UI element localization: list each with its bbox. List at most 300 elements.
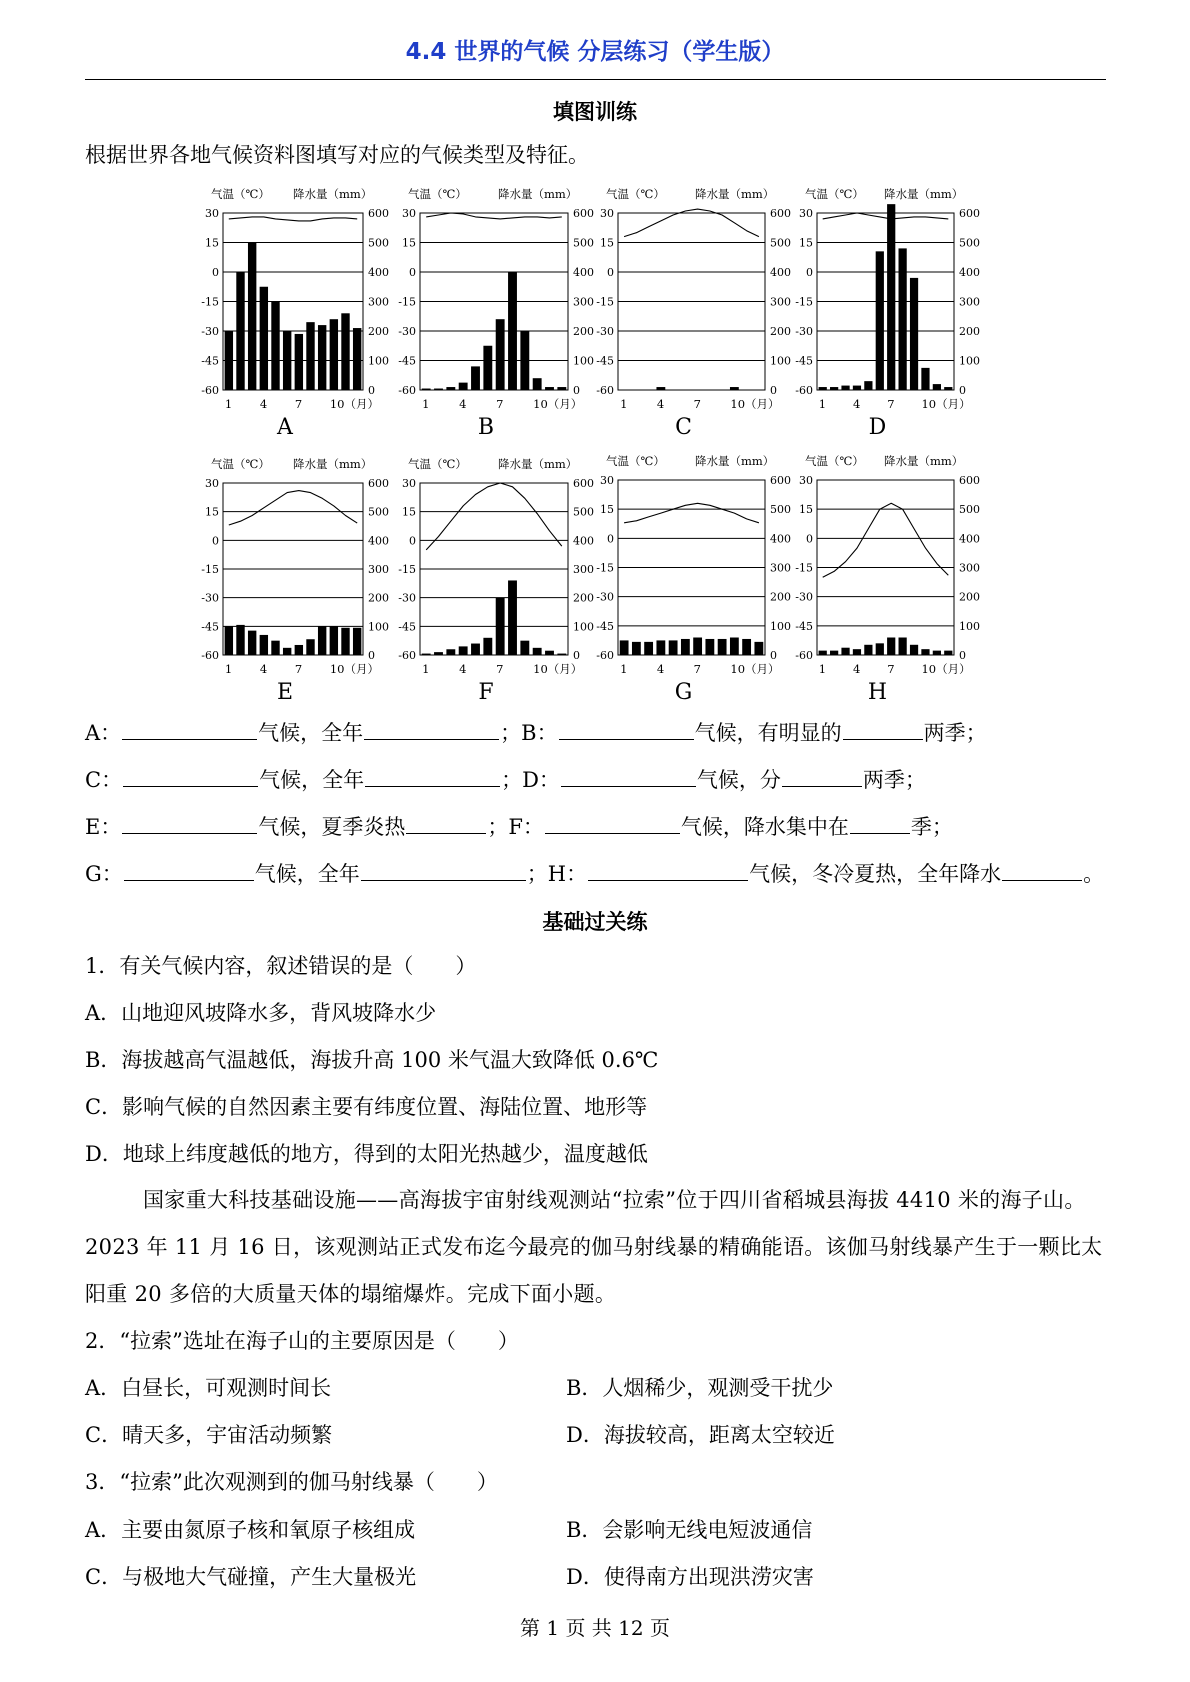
precip-bar — [283, 331, 291, 390]
fill-line — [85, 811, 1105, 841]
precip-tick-label: 200 — [770, 590, 791, 604]
month-tick-label: 7 — [693, 397, 701, 411]
question-1-option-c[interactable]: C．影响气候的自然因素主要有纬度位置、海陆位置、地形等 — [85, 1095, 648, 1119]
precip-bar — [318, 626, 326, 655]
precip-bar — [533, 648, 542, 655]
page-header-title: 4.4 世界的气候 分层练习（学生版） — [405, 39, 785, 65]
precip-axis-label: 降水量（mm） — [695, 187, 775, 201]
chart-letter-label: D — [868, 415, 887, 440]
month-tick-label: 4 — [459, 397, 467, 411]
temp-axis-label: 气温（℃） — [805, 454, 864, 468]
question-3-option-d[interactable]: D．使得南方出现洪涝灾害 — [566, 1565, 814, 1589]
question-2-option-b[interactable]: B．人烟稀少，观测受干扰少 — [566, 1376, 834, 1400]
precip-bar — [944, 387, 952, 390]
precip-bar — [330, 626, 338, 655]
temp-tick-label: -15 — [795, 295, 813, 309]
precip-tick-label: 100 — [573, 354, 594, 368]
precip-tick-label: 500 — [770, 503, 791, 517]
precip-tick-label: 100 — [959, 354, 980, 368]
question-2-option-c[interactable]: C．晴天多，宇宙活动频繁 — [85, 1423, 333, 1447]
precip-tick-label: 400 — [573, 534, 594, 548]
temp-tick-label: -60 — [795, 384, 813, 397]
question-1-option-b[interactable]: B．海拔越高气温越低，海拔升高 100 米气温大致降低 0.6℃ — [85, 1048, 659, 1072]
answer-blank[interactable] — [1002, 858, 1082, 881]
precip-tick-label: 600 — [770, 474, 791, 487]
temp-tick-label: 0 — [806, 266, 813, 279]
temp-tick-label: -60 — [201, 384, 219, 397]
month-tick-label: 7 — [294, 662, 303, 676]
fill-line — [85, 717, 1105, 747]
precip-tick-label: 600 — [368, 477, 389, 490]
temp-tick-label: -45 — [201, 354, 219, 368]
precip-tick-label: 600 — [770, 207, 791, 220]
temp-axis-label: 气温（℃） — [408, 457, 467, 471]
precip-bar — [341, 313, 349, 390]
precip-bar — [681, 639, 690, 655]
temp-tick-label: -15 — [201, 563, 219, 576]
precip-tick-label: 600 — [573, 207, 594, 220]
month-tick-label: 4 — [852, 397, 861, 411]
temp-tick-label: 30 — [799, 207, 813, 220]
question-3-option-a[interactable]: A．主要由氮原子核和氧原子核组成 — [85, 1518, 416, 1542]
precip-axis-label: 降水量（mm） — [884, 187, 964, 201]
precip-bar — [632, 642, 641, 655]
precip-axis-label: 降水量（mm） — [498, 457, 578, 471]
precip-bar — [353, 628, 361, 655]
precip-tick-label: 0 — [573, 649, 580, 662]
reading-passage: 国家重大科技基础设施——高海拔宇宙射线观测站“拉索”位于四川省稻城县海拔 4410 米的海子山。2023 年 11 月 16 日，该观测站正式发布迄今最亮的伽马射线暴的精确能语。该伽马射线暴产生于一颗比太阳重 20 多倍的大质量天体的塌缩爆炸。完成下面小题。 — [85, 1188, 1103, 1306]
answer-blank[interactable] — [365, 764, 500, 787]
precip-bar — [910, 278, 918, 390]
temp-tick-label: -45 — [596, 619, 614, 633]
temp-tick-label: -30 — [201, 325, 219, 338]
month-tick-label: 4 — [656, 662, 665, 676]
precip-bar — [483, 638, 492, 655]
chart-letter-label: A — [277, 415, 293, 440]
temp-tick-label: -15 — [398, 295, 416, 309]
precip-bar — [864, 645, 872, 655]
answer-blank[interactable] — [850, 811, 910, 834]
fill-label: 气候，有明显的 — [694, 721, 842, 745]
temp-tick-label: -45 — [201, 620, 219, 634]
precip-bar — [669, 640, 678, 655]
question-2-stem: 2．“拉索”选址在海子山的主要原因是（ ） — [85, 1329, 519, 1353]
temp-tick-label: 0 — [212, 266, 219, 279]
temperature-line — [426, 213, 562, 219]
precip-tick-label: 100 — [368, 620, 389, 634]
precip-axis-label: 降水量（mm） — [293, 457, 373, 471]
precip-tick-label: 0 — [770, 649, 777, 662]
precip-tick-label: 400 — [770, 532, 791, 546]
fill-line — [85, 858, 1105, 888]
temperature-line — [229, 491, 357, 525]
month-tick-label: 1 — [818, 397, 827, 411]
precip-bar — [496, 319, 505, 390]
precip-bar — [225, 626, 233, 655]
chart-letter-label: E — [276, 680, 294, 700]
month-tick-label: 4 — [259, 662, 268, 676]
climate-charts — [0, 0, 1190, 700]
precip-bar — [225, 331, 233, 390]
month-tick-label: 10（月） — [730, 662, 780, 676]
question-2-option-d[interactable]: D．海拔较高，距离太空较近 — [566, 1423, 835, 1447]
month-tick-label: 1 — [620, 397, 628, 411]
precip-bar — [864, 381, 872, 390]
temperature-line — [624, 503, 759, 523]
precip-bar — [283, 648, 291, 655]
month-tick-label: 10（月） — [533, 662, 583, 676]
chart-letter-label: B — [477, 415, 495, 440]
precip-bar — [730, 638, 739, 656]
precip-tick-label: 0 — [573, 384, 580, 397]
precip-bar — [434, 652, 443, 655]
precip-tick-label: 300 — [770, 295, 791, 309]
month-tick-label: 4 — [852, 662, 861, 676]
precip-bar — [353, 328, 361, 390]
month-tick-label: 1 — [422, 397, 430, 411]
temp-tick-label: -45 — [398, 620, 416, 634]
temp-tick-label: 15 — [402, 505, 416, 519]
temp-axis-label: 气温（℃） — [211, 187, 270, 201]
precip-bar — [545, 387, 554, 390]
month-tick-label: 1 — [818, 662, 827, 676]
precip-tick-label: 200 — [573, 325, 594, 338]
fill-label: ；D： — [501, 768, 560, 792]
precip-bar — [730, 387, 739, 390]
precip-tick-label: 200 — [770, 325, 791, 338]
temp-tick-label: -45 — [398, 354, 416, 368]
chart-letter-label: C — [675, 415, 692, 440]
temp-tick-label: -60 — [596, 649, 614, 662]
precip-bar — [533, 378, 542, 390]
temp-tick-label: -30 — [596, 325, 614, 338]
answer-blank[interactable] — [122, 811, 257, 834]
precip-bar — [545, 651, 554, 655]
question-3-option-b[interactable]: B．会影响无线电短波通信 — [566, 1518, 813, 1542]
fill-label: ；F： — [487, 815, 544, 839]
temp-tick-label: -30 — [795, 590, 813, 604]
fill-label: ；H： — [526, 862, 588, 886]
month-tick-label: 1 — [620, 662, 628, 676]
precip-tick-label: 300 — [573, 563, 594, 576]
precip-bar — [496, 598, 505, 655]
temp-tick-label: -45 — [795, 619, 813, 633]
temp-tick-label: -60 — [596, 384, 614, 397]
precip-tick-label: 0 — [959, 384, 966, 397]
precip-bar — [557, 387, 566, 390]
month-tick-label: 4 — [656, 397, 665, 411]
temp-tick-label: -60 — [398, 649, 416, 662]
answer-blank[interactable] — [559, 717, 694, 740]
precip-bar — [754, 642, 763, 655]
temp-tick-label: 15 — [205, 236, 219, 250]
temp-tick-label: -60 — [795, 649, 813, 662]
temp-tick-label: -60 — [201, 649, 219, 662]
temp-tick-label: -15 — [201, 295, 219, 309]
precip-tick-label: 300 — [959, 295, 980, 309]
precip-bar — [853, 649, 861, 655]
question-1-stem: 1．有关气候内容，叙述错误的是（ ） — [85, 954, 477, 978]
precip-tick-label: 300 — [368, 563, 389, 576]
precip-bar — [248, 243, 256, 391]
precip-bar — [459, 646, 468, 655]
question-2-option-a[interactable]: A．白昼长，可观测时间长 — [85, 1376, 332, 1400]
precip-bar — [944, 651, 952, 655]
fill-label: G： — [85, 862, 123, 886]
month-tick-label: 1 — [224, 397, 233, 411]
temp-tick-label: 0 — [607, 532, 614, 546]
temp-tick-label: -30 — [795, 325, 813, 338]
precip-bar — [330, 319, 338, 390]
precip-bar — [819, 387, 827, 390]
precip-bar — [446, 649, 455, 655]
month-tick-label: 4 — [459, 662, 467, 676]
precip-tick-label: 300 — [573, 295, 594, 309]
question-1-option-d[interactable]: D．地球上纬度越低的地方，得到的太阳光热越少，温度越低 — [85, 1142, 648, 1166]
precip-bar — [520, 641, 529, 655]
precip-bar — [271, 302, 279, 391]
precip-bar — [295, 334, 303, 390]
temp-tick-label: -45 — [795, 354, 813, 368]
precip-bar — [483, 346, 492, 390]
chart-letter-label: F — [478, 680, 494, 700]
precip-tick-label: 100 — [573, 620, 594, 634]
temp-tick-label: -15 — [398, 563, 416, 576]
precip-tick-label: 500 — [573, 505, 594, 519]
precip-bar — [656, 387, 665, 390]
answer-blank[interactable] — [364, 717, 499, 740]
precip-tick-label: 200 — [959, 325, 980, 338]
temp-tick-label: 30 — [205, 207, 219, 220]
answer-blank[interactable] — [588, 858, 748, 881]
precip-bar — [853, 386, 861, 390]
precip-tick-label: 400 — [368, 266, 389, 279]
precip-bar — [876, 643, 884, 655]
precip-bar — [248, 631, 256, 655]
temp-tick-label: -30 — [398, 325, 416, 338]
fill-label: 两季； — [862, 768, 926, 792]
temp-tick-label: 30 — [402, 207, 416, 220]
fill-label: 气候，全年 — [254, 862, 360, 886]
temp-tick-label: 15 — [205, 505, 219, 519]
precip-bar — [341, 628, 349, 655]
temp-tick-label: -30 — [201, 591, 219, 605]
precip-tick-label: 0 — [770, 384, 777, 397]
temp-tick-label: 15 — [600, 236, 614, 250]
temperature-line — [823, 503, 949, 577]
fill-label: 气候，全年 — [258, 721, 364, 745]
answer-blank[interactable] — [361, 858, 526, 881]
temp-tick-label: -15 — [795, 561, 813, 575]
page-footer: 第 1 页 共 12 页 — [520, 1616, 670, 1640]
temp-axis-label: 气温（℃） — [606, 454, 665, 468]
month-tick-label: 10（月） — [329, 662, 379, 676]
precip-tick-label: 600 — [368, 207, 389, 220]
month-tick-label: 10（月） — [730, 397, 780, 411]
month-tick-label: 1 — [224, 662, 233, 676]
precip-bar — [306, 639, 314, 655]
precip-axis-label: 降水量（mm） — [293, 187, 373, 201]
answer-blank[interactable] — [782, 764, 862, 787]
question-3-option-c[interactable]: C．与极地大气碰撞，产生大量极光 — [85, 1565, 417, 1589]
precip-tick-label: 400 — [573, 266, 594, 279]
chart-letter-label: G — [674, 680, 693, 700]
precip-bar — [508, 272, 517, 390]
answer-blank[interactable] — [123, 764, 258, 787]
precip-bar — [742, 639, 751, 655]
temp-tick-label: 30 — [600, 474, 614, 487]
fill-label: A： — [85, 721, 122, 745]
instruction-text: 根据世界各地气候资料图填写对应的气候类型及特征。 — [85, 143, 589, 167]
answer-blank[interactable] — [122, 717, 257, 740]
precip-tick-label: 400 — [959, 532, 980, 546]
precip-bar — [887, 204, 895, 390]
precip-bar — [921, 368, 929, 390]
fill-label: 气候，冬冷夏热，全年降水 — [749, 862, 1002, 886]
temp-tick-label: -30 — [398, 591, 416, 605]
precip-bar — [557, 654, 566, 655]
fill-label: 气候，夏季炎热 — [258, 815, 406, 839]
precip-tick-label: 200 — [368, 325, 389, 338]
temp-tick-label: 30 — [205, 477, 219, 490]
precip-bar — [434, 389, 443, 390]
precip-tick-label: 0 — [959, 649, 966, 662]
precip-bar — [899, 638, 907, 656]
precip-tick-label: 100 — [959, 619, 980, 633]
fill-label: 气候，分 — [696, 768, 781, 792]
precip-tick-label: 500 — [959, 503, 980, 517]
month-tick-label: 4 — [259, 397, 268, 411]
precip-axis-label: 降水量（mm） — [884, 454, 964, 468]
precip-bar — [841, 386, 849, 390]
month-tick-label: 7 — [496, 397, 504, 411]
precip-bar — [318, 325, 326, 390]
temp-tick-label: 30 — [600, 207, 614, 220]
temp-axis-label: 气温（℃） — [606, 187, 665, 201]
precip-bar — [830, 651, 838, 655]
temp-tick-label: 0 — [409, 266, 416, 279]
fill-label: 气候，降水集中在 — [680, 815, 849, 839]
temperature-line — [229, 217, 357, 221]
precip-tick-label: 400 — [368, 534, 389, 548]
fill-label: 两季； — [923, 721, 987, 745]
section-title-map-training: 填图训练 — [553, 100, 637, 124]
month-tick-label: 7 — [887, 397, 895, 411]
precip-bar — [921, 649, 929, 655]
temp-tick-label: -15 — [596, 561, 614, 575]
precip-tick-label: 500 — [959, 236, 980, 250]
precip-tick-label: 500 — [368, 505, 389, 519]
answer-blank[interactable] — [124, 858, 254, 881]
precip-bar — [876, 251, 884, 390]
section-title-basic-practice: 基础过关练 — [542, 910, 648, 934]
precip-bar — [644, 642, 653, 655]
fill-label: 气候，全年 — [259, 768, 365, 792]
temp-tick-label: -60 — [398, 384, 416, 397]
month-tick-label: 10（月） — [329, 397, 379, 411]
temp-tick-label: -45 — [596, 354, 614, 368]
precip-tick-label: 600 — [959, 474, 980, 487]
month-tick-label: 1 — [422, 662, 430, 676]
answer-blank[interactable] — [843, 717, 923, 740]
precip-bar — [933, 651, 941, 655]
precip-bar — [933, 384, 941, 390]
precip-tick-label: 500 — [573, 236, 594, 250]
question-3-stem: 3．“拉索”此次观测到的伽马射线暴（ ） — [85, 1470, 498, 1494]
precip-bar — [705, 639, 714, 655]
fill-label: 。 — [1083, 862, 1105, 886]
month-tick-label: 10（月） — [921, 397, 971, 411]
temp-tick-label: 15 — [799, 236, 813, 250]
precip-bar — [446, 387, 455, 390]
month-tick-label: 10（月） — [533, 397, 583, 411]
precip-tick-label: 100 — [770, 354, 791, 368]
precip-bar — [899, 248, 907, 390]
temp-tick-label: 0 — [806, 532, 813, 546]
fill-line — [85, 764, 1105, 794]
precip-bar — [236, 272, 244, 390]
precip-tick-label: 300 — [959, 561, 980, 575]
precip-bar — [620, 640, 629, 655]
chart-letter-label: H — [867, 680, 888, 700]
fill-label: ；B： — [500, 721, 558, 745]
precip-tick-label: 400 — [770, 266, 791, 279]
temp-tick-label: 0 — [409, 534, 416, 548]
precip-bar — [520, 331, 529, 390]
precip-tick-label: 300 — [368, 295, 389, 309]
answer-blank[interactable] — [406, 811, 486, 834]
precip-bar — [459, 383, 468, 390]
precip-tick-label: 0 — [368, 649, 375, 662]
precip-bar — [830, 387, 838, 390]
precip-bar — [260, 287, 268, 390]
temp-tick-label: 15 — [799, 503, 813, 517]
precip-bar — [819, 651, 827, 655]
temp-tick-label: 0 — [212, 534, 219, 548]
precip-tick-label: 200 — [959, 590, 980, 604]
precip-tick-label: 100 — [770, 619, 791, 633]
precip-tick-label: 600 — [573, 477, 594, 490]
precip-bar — [693, 638, 702, 656]
question-1-option-a[interactable]: A．山地迎风坡降水多，背风坡降水少 — [85, 1001, 437, 1025]
precip-bar — [471, 644, 480, 655]
precip-bar — [508, 580, 517, 655]
temp-tick-label: -15 — [596, 295, 614, 309]
precip-bar — [422, 389, 431, 390]
precip-bar — [271, 641, 279, 655]
precip-bar — [236, 625, 244, 655]
fill-label: C： — [85, 768, 123, 792]
precip-bar — [718, 639, 727, 655]
answer-blank[interactable] — [545, 811, 680, 834]
answer-blank[interactable] — [561, 764, 696, 787]
precip-bar — [887, 638, 895, 656]
precip-bar — [656, 640, 665, 655]
month-tick-label: 7 — [496, 662, 504, 676]
precip-tick-label: 300 — [770, 561, 791, 575]
precip-bar — [841, 648, 849, 655]
temp-tick-label: 15 — [600, 503, 614, 517]
temp-tick-label: -30 — [596, 590, 614, 604]
temp-tick-label: 30 — [799, 474, 813, 487]
month-tick-label: 7 — [887, 662, 895, 676]
month-tick-label: 7 — [294, 397, 303, 411]
month-tick-label: 10（月） — [921, 662, 971, 676]
temp-tick-label: 0 — [607, 266, 614, 279]
precip-tick-label: 500 — [770, 236, 791, 250]
precip-axis-label: 降水量（mm） — [498, 187, 578, 201]
temp-tick-label: 15 — [402, 236, 416, 250]
